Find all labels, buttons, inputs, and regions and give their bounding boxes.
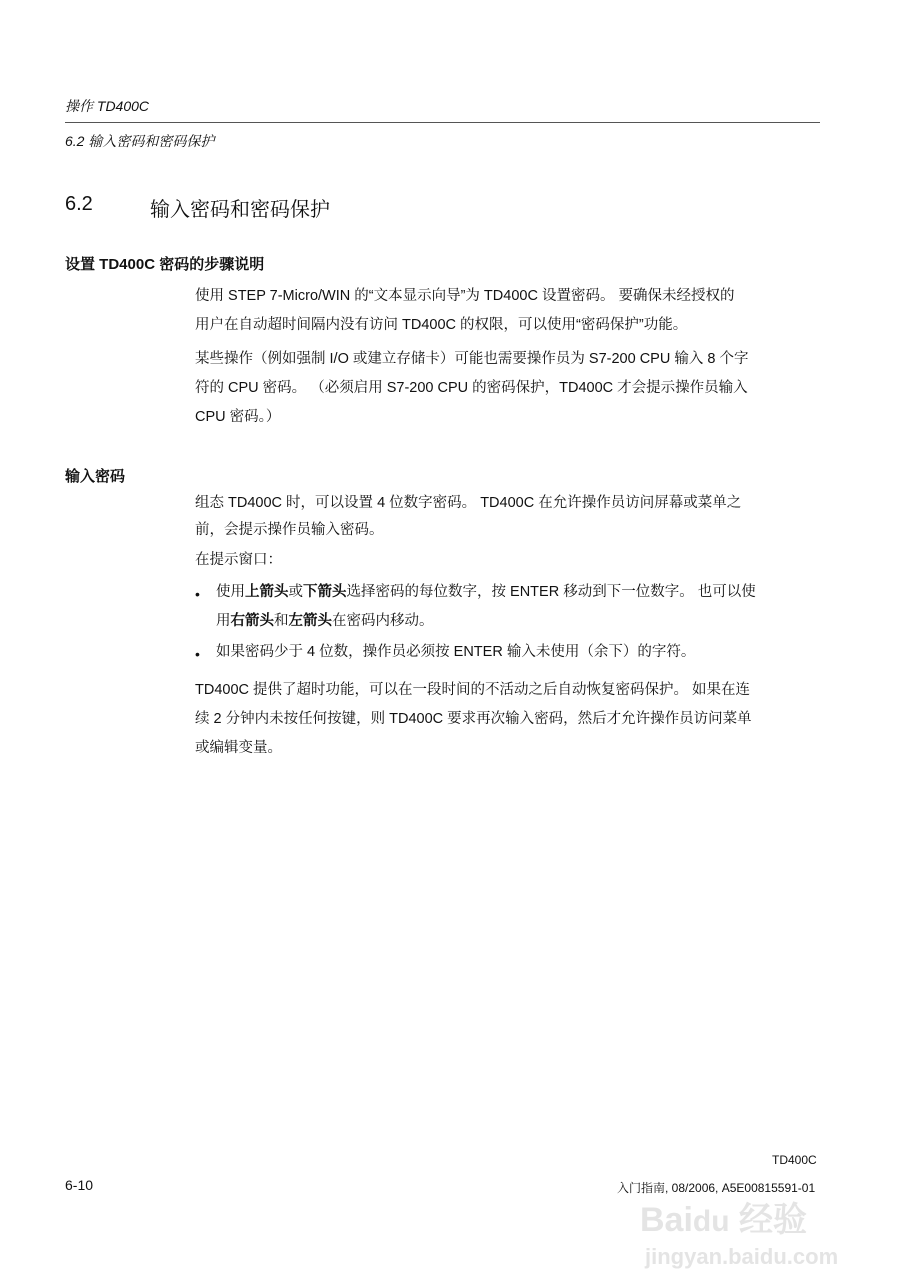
footer-product: TD400C [772, 1153, 817, 1167]
text-line: 续 2 分钟内未按任何按键，则 TD400C 要求再次输入密码，然后才允许操作员访问菜单 [195, 711, 752, 727]
text-line: CPU 密码。） [195, 409, 281, 425]
section-title: 输入密码和密码保护 [150, 199, 330, 221]
text-line: 组态 TD400C 时，可以设置 4 位数字密码。 TD400C 在允许操作员访问屏幕或菜单之 [195, 495, 742, 511]
bullet-dot: • [195, 586, 200, 602]
text-line: 前，会提示操作员输入密码。 [195, 522, 384, 538]
text-line: 或编辑变量。 [195, 740, 282, 756]
footer-doc-info: 入门指南, 08/2006, A5E00815591-01 [617, 1181, 816, 1195]
subsection-title: 设置 TD400C 密码的步骤说明 [65, 256, 265, 273]
footer-page-number: 6-10 [65, 1177, 94, 1193]
text-line: 某些操作（例如强制 I/O 或建立存储卡）可能也需要操作员为 S7-200 CPU 输入 8 个字 [195, 351, 749, 367]
text-line: 使用 STEP 7-Micro/WIN 的“文本显示向导”为 TD400C 设置密码。 要确保未经授权的 [195, 288, 735, 304]
paragraph [195, 676, 752, 763]
section-number: 6.2 [65, 193, 93, 215]
paragraph: 在提示窗口： [195, 552, 282, 568]
bullet-item: 使用上箭头或下箭头选择密码的每位数字，按 ENTER 移动到下一位数字。 也可以使 用右箭头和左箭头在密码内移动。 [216, 584, 756, 629]
paragraph [195, 282, 734, 340]
watermark-logo: Baidu 经验 [640, 1201, 808, 1239]
watermark-url: jingyan.baidu.com [645, 1244, 839, 1269]
bullet-item: 如果密码少于 4 位数，操作员必须按 ENTER 输入未使用（余下）的字符。 [216, 644, 696, 660]
text-line: TD400C 提供了超时功能，可以在一段时间的不活动之后自动恢复密码保护。 如果在连 [195, 682, 751, 698]
subsection-title: 输入密码 [65, 468, 126, 485]
bullet-dot: • [195, 646, 200, 662]
header-rule [65, 122, 820, 123]
running-header-chapter: 操作 TD400C [65, 98, 150, 114]
text-line: 用户在自动超时间隔内没有访问 TD400C 的权限，可以使用“密码保护”功能。 [195, 317, 688, 333]
running-header-section: 6.2 输入密码和密码保护 [65, 133, 215, 149]
paragraph [195, 490, 741, 544]
paragraph [195, 345, 748, 432]
text-line: 符的 CPU 密码。 （必须启用 S7-200 CPU 的密码保护，TD400C 才会提示操作员输入 [195, 380, 748, 396]
